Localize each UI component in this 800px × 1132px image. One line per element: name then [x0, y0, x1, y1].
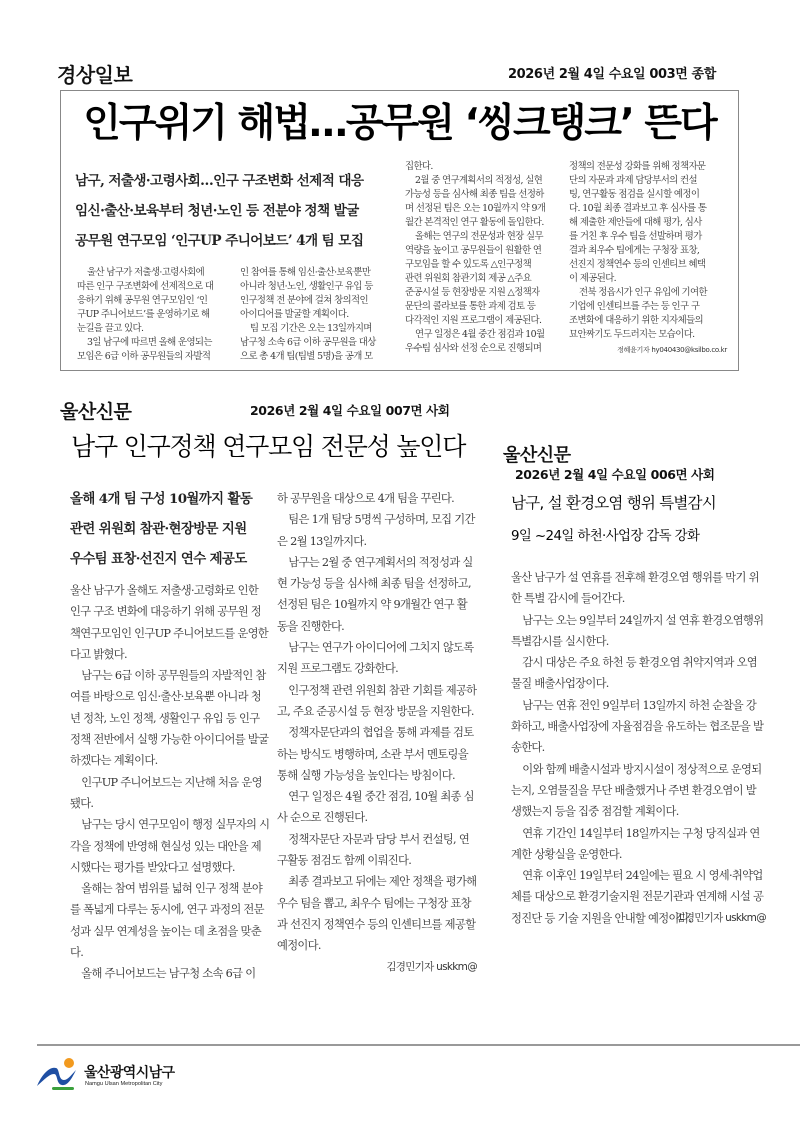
article2-subhead-3: 우수팀 표창·선진지 연수 제공도 [70, 551, 247, 567]
text-line: 구UP 주니어보드’를 운영하기로 해 [77, 309, 210, 320]
text-line: 결과 최우수 팀에게는 구청장 표창, [569, 245, 700, 256]
article3-headline: 남구, 설 환경오염 행위 특별감시 [511, 494, 716, 512]
text-line: 전북 정읍시가 인구 유입에 기여한 [579, 287, 707, 298]
article2-subhead-2: 관련 위원회 참관·현장방문 지원 [70, 521, 247, 537]
paragraph: 인구UP 주니어보드는 지난해 처음 운영됐다. [70, 775, 262, 810]
text-line: 인구정책 전 분야에 걸쳐 창의적인 [240, 295, 368, 306]
text-line: 월간 본격적인 연구 활동에 돌입한다. [405, 217, 544, 228]
text-line: 해 제출한 제안들에 대해 평가, 심사 [569, 217, 702, 228]
text-line: 우수팀 심사와 선정 순으로 진행되며 [405, 343, 542, 354]
text-line: 팅, 연구활동 점검을 실시할 예정이 [569, 189, 700, 200]
paragraph: 남구는 연구가 아이디어에 그치지 않도록 지원 프로그램도 강화한다. [277, 641, 474, 676]
text-line: 아니라 청년·노인, 생활인구 유입 등 [240, 281, 373, 292]
article1-column-3 [405, 160, 557, 356]
text-line: 응하기 위해 공무원 연구모임인 ‘인 [77, 295, 208, 306]
text-line: 따른 인구 구조변화에 선제적으로 대 [77, 281, 214, 292]
text-line: 집한다. [405, 161, 433, 172]
paragraph: 팀은 1개 팀당 5명씩 구성하며, 모집 기간은 2월 13일까지다. [277, 513, 475, 548]
paragraph: 올해는 참여 범위를 넓혀 인구 정책 분야를 폭넓게 다루는 동시에, 연구 과정의 전문성과 실무 연계성을 높이는 데 초점을 맞춘다. [70, 882, 264, 960]
footer-divider [37, 1044, 800, 1046]
paragraph: 남구는 6급 이하 공무원들의 자발적인 참여를 바탕으로 임신·출산·보육뿐 아니라 청년 정착, 노인 정책, 생활인구 유입 등 인구 정책 전반에서 실행 가능한 아이디어를 발굴하겠다는 계획이다. [70, 669, 269, 768]
text-line: 연구 일정은 4월 중간 점검과 10월 [415, 329, 545, 340]
text-line: 남구청 소속 6급 이하 공무원을 대상 [240, 337, 376, 348]
text-line: 기업에 인센티브를 주는 등 인구 구 [569, 301, 700, 312]
article1-column-1 [77, 266, 227, 364]
text-line: 모임은 6급 이하 공무원들의 자발적 [77, 351, 211, 362]
article3-dateline: 2026년 2월 4일 수요일 006면 사회 [515, 467, 715, 482]
article2-column-2 [277, 488, 477, 978]
article2-headline: 남구 인구정책 연구모임 전문성 높인다 [71, 432, 466, 461]
text-line: 역량을 높이고 공무원들이 원활한 연 [405, 245, 542, 256]
text-line: 관련 위원회 참관기회 제공 △주요 [405, 273, 532, 284]
article3-paper-name: 울산신문 [503, 445, 571, 466]
paragraph: 남구는 연휴 전인 9일부터 13일까지 하천 순찰을 강화하고, 배출사업장에 자율점검을 유도하는 협조문을 발송한다. [511, 698, 764, 755]
text-line: 다. 10월 최종 결과보고 후 심사를 통 [569, 203, 707, 214]
text-line: 준공시설 등 현장방문 지원 △정책자 [405, 287, 540, 298]
paragraph: 최종 결과보고 뒤에는 제안 정책을 평가해 우수 팀을 뽑고, 최우수 팀에는 구청장 표창과 선진지 정책연수 등의 인센티브를 제공할 예정이다. [277, 875, 477, 953]
paragraph: 인구정책 관련 위원회 참관 기회를 제공하고, 주요 준공시설 등 현장 방문을 지원한다. [277, 683, 477, 718]
paragraph: 연휴 기간인 14일부터 18일까지는 구청 당직실과 연계한 상황실을 운영한다. [511, 826, 760, 861]
logo-name-en: Namgu Ulsan Metropolitan City [85, 1081, 163, 1087]
namgu-emblem-icon [34, 1056, 80, 1092]
article1-subhead-2: 임신·출산·보육부터 청년·노인 등 전분야 정책 발굴 [75, 203, 359, 219]
paragraph: 남구는 2월 중 연구계획서의 적정성과 실현 가능성 등을 심사해 최종 팀을 선정하고, 선정된 팀은 10월까지 약 9개월간 연구 활동을 진행한다. [277, 555, 473, 633]
text-line: 인 참여를 통해 임신·출산·보육뿐만 [240, 267, 371, 278]
text-line: 며 선정된 팀은 오는 10월까지 약 9개 [405, 203, 546, 214]
article1-headline: 인구위기 해법…공무원 ‘씽크탱크’ 뜬다 [83, 101, 716, 146]
paragraph: 남구는 당시 연구모임이 행정 실무자의 시각을 정책에 반영해 현실성 있는 대안을 제시했다는 평가를 받았다고 설명했다. [70, 818, 270, 874]
article2-column-1 [70, 580, 270, 985]
article2-byline: 김경민기자 uskkm@ [386, 960, 477, 973]
text-line: 구모임을 할 수 있도록 △인구정책 [405, 259, 532, 270]
paragraph: 연휴 이후인 19일부터 24일에는 필요 시 영세·취약업체를 대상으로 환경기술지원 전문기관과 연계해 시설 공정진단 등 기술 지원을 안내할 예정이다. [511, 869, 764, 925]
article3-subhead: 9일 ~24일 하천·사업장 감독 강화 [511, 529, 700, 544]
article2-subhead-1: 올해 4개 팀 구성 10월까지 활동 [70, 491, 253, 507]
text-line: 으로 총 4개 팀(팀별 5명)을 공개 모 [240, 351, 373, 362]
text-line: 울산 남구가 저출생·고령사회에 [87, 267, 205, 278]
text-line: 를 거친 후 우수 팀을 선발하며 평가 [569, 231, 702, 242]
text-line: 아이디어를 발굴할 계획이다. [240, 309, 349, 320]
text-line: 단의 자문과 과제 담당부서의 컨설 [569, 175, 697, 186]
article3-byline: 김경민기자 uskkm@ [675, 912, 766, 925]
paragraph: 감시 대상은 주요 하천 등 환경오염 취약지역과 오염물질 배출사업장이다. [511, 656, 758, 691]
paragraph: 울산 남구가 설 연휴를 전후해 환경오염 행위를 막기 위한 특별 감시에 들어간다. [511, 571, 759, 606]
article1-byline: 정혜윤기자 hy040430@ksilbo.co.kr [617, 346, 727, 354]
text-line: 다각적인 지원 프로그램이 제공된다. [405, 315, 542, 326]
paragraph: 연구 일정은 4월 중간 점검, 10월 최종 심사 순으로 진행된다. [277, 790, 474, 825]
text-line: 선진지 정책연수 등의 인센티브 혜택 [569, 259, 706, 270]
namgu-logo [34, 1056, 214, 1096]
text-line: 2월 중 연구계획서의 적정성, 실현 [415, 175, 543, 186]
text-line: 이 제공된다. [569, 273, 617, 284]
article2-dateline: 2026년 2월 4일 수요일 007면 사회 [250, 403, 450, 418]
article1-subhead-3: 공무원 연구모임 ‘인구UP 주니어보드’ 4개 팀 모집 [75, 233, 364, 249]
text-line: 눈길을 끌고 있다. [77, 323, 144, 334]
paragraph: 이와 함께 배출시설과 방지시설이 정상적으로 운영되는지, 오염물질을 무단 배출했거나 주변 환경오염이 발생했는지 등을 집중 점검할 계획이다. [511, 762, 762, 819]
logo-name-ko: 울산광역시남구 [84, 1065, 175, 1081]
text-line: 3일 남구에 따르면 올해 운영되는 [87, 337, 212, 348]
text-line: 정책의 전문성 강화를 위해 정책자문 [569, 161, 706, 172]
text-line: 묘안짜기도 두드러지는 모습이다. [569, 329, 695, 340]
text-line: 팀 모집 기간은 오는 13일까지며 [250, 323, 372, 334]
article1-subhead-1: 남구, 저출생·고령사회…인구 구조변화 선제적 대응 [75, 173, 364, 189]
text-line: 조변화에 대응하기 위한 지자체들의 [569, 315, 703, 326]
paragraph: 정책자문단 자문과 담당 부서 컨설팅, 연구활동 점검도 함께 이뤄진다. [277, 832, 470, 868]
paragraph: 정책자문단과의 협업을 통해 과제를 검토하는 방식도 병행하며, 소관 부서 멘토링을 통해 실행 가능성을 높인다는 방침이다. [277, 726, 474, 782]
paragraph: 남구는 오는 9일부터 24일까지 설 연휴 환경오염행위 특별감시를 실시한다. [511, 613, 764, 648]
text-line: 문단의 콜라보를 통한 과제 검토 등 [405, 301, 536, 312]
article1-paper-name: 경상일보 [57, 63, 133, 87]
article1-column-4 [569, 160, 727, 358]
article1-column-2 [240, 266, 390, 364]
article3-body [511, 567, 766, 927]
text-line: 올해는 연구의 전문성과 현장 실무 [415, 231, 543, 242]
paragraph: 하 공무원을 대상으로 4개 팀을 꾸린다. [277, 492, 455, 505]
text-line: 가능성 등을 심사해 최종 팀을 선정하 [405, 189, 544, 200]
paragraph: 올해 주니어보드는 남구청 소속 6급 이 [81, 967, 256, 981]
paragraph: 울산 남구가 올해도 저출생·고령화로 인한 인구 구조 변화에 대응하기 위해 공무원 정책연구모임인 인구UP 주니어보드를 운영한다고 밝혔다. [70, 584, 269, 661]
article2-paper-name: 울산신문 [60, 401, 132, 423]
article1-dateline: 2026년 2월 4일 수요일 003면 종합 [508, 67, 716, 82]
